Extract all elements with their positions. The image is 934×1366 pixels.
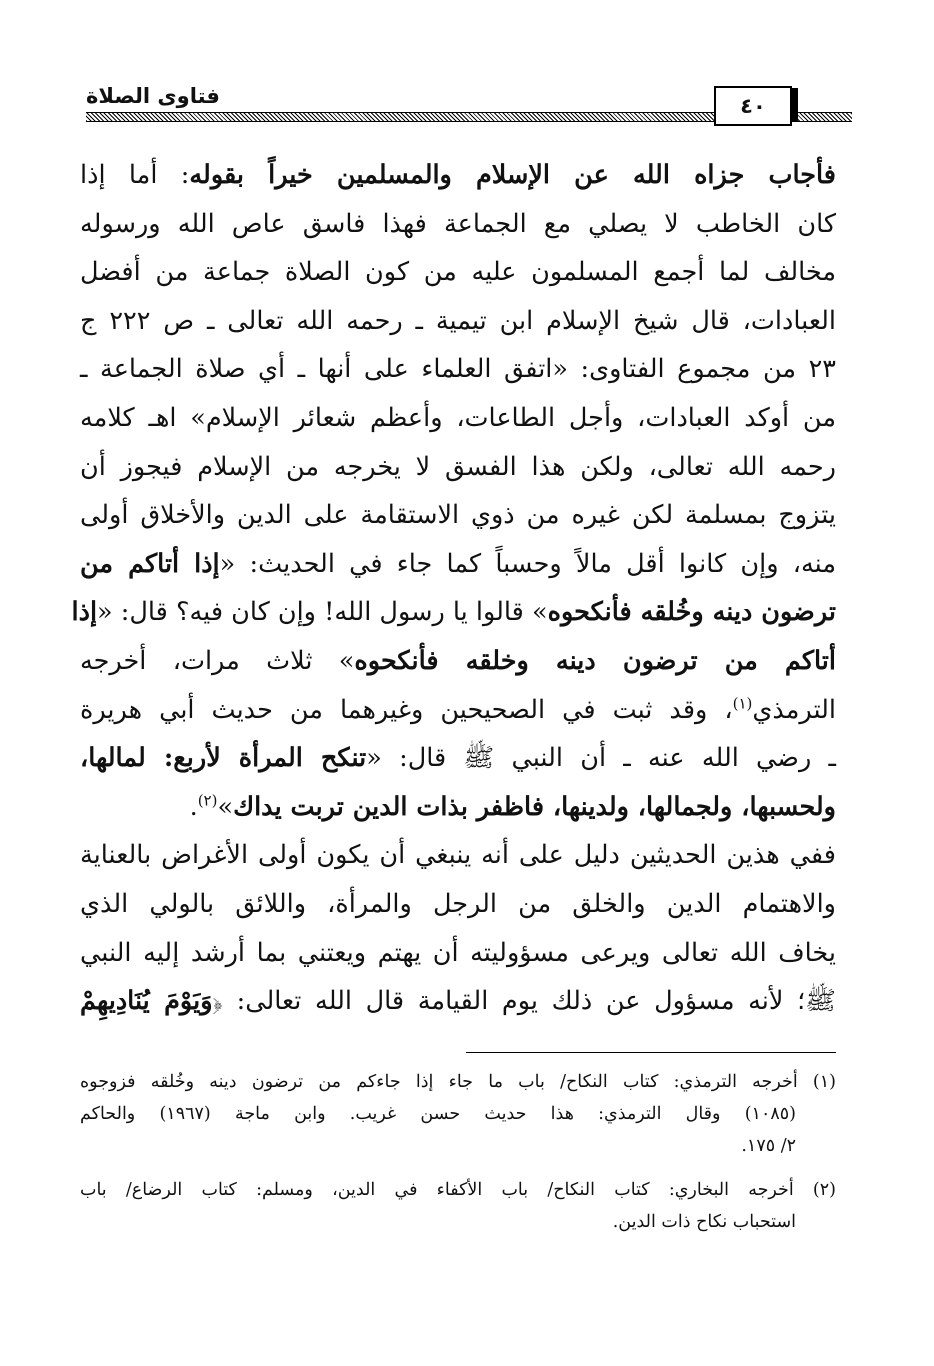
hadith-text: إذا (71, 597, 98, 628)
text: والاهتمام الدين والخلق من الرجل والمرأة، واللائق بالولي الذي (80, 888, 836, 919)
text: ـ رضي الله عنه ـ أن النبي ﷺ قال: « (366, 743, 836, 774)
text-line-16 (80, 880, 836, 929)
text: من أوكد العبادات، وأجل الطاعات، وأعظم شعائر الإسلام» اهـ كلامه (80, 402, 836, 433)
hadith-text: ترضون دينه وخُلقه فأنكحوه (547, 597, 836, 628)
text-line-13 (80, 734, 836, 783)
hadith-text: ولحسبها، ولجمالها، ولدينها، فاظفر بذات الدين تربت يداك (233, 791, 836, 822)
emphasis: فأجاب جزاه الله عن الإسلام والمسلمين خيراً بقوله (189, 160, 836, 190)
footnote-1 (80, 1066, 836, 1162)
text: منه، وإن كانوا أقل مالاً وحسباً كما جاء في الحديث: « (219, 548, 836, 579)
hadith-text: إذا أتاكم من (80, 548, 220, 579)
main-text (71, 151, 836, 1026)
text: كان الخاطب لا يصلي مع الجماعة فهذا فاسق عاص الله ورسوله (80, 208, 836, 239)
text: ففي هذين الحديثين دليل على أنه ينبغي أن يكون أولى الأغراض بالعناية (80, 840, 836, 871)
text-line-11 (80, 637, 836, 686)
footnote-separator (466, 1052, 836, 1053)
text: ٢٣ من مجموع الفتاوى: «اتفق العلماء على أنها ـ أي صلاة الجماعة ـ (80, 354, 836, 385)
text-line-7 (80, 443, 836, 492)
text: يتزوج بمسلمة لكن غيره من ذوي الاستقامة على الدين والأخلاق أولى (80, 500, 836, 531)
footnote-ref-1[interactable]: (١) (732, 694, 753, 713)
text: . (189, 791, 198, 822)
text-line-14 (80, 783, 836, 832)
text-line-3 (80, 248, 836, 297)
text-line-5 (80, 345, 836, 394)
hadith-text: أتاكم من ترضون دينه وخلقه فأنكحوه (354, 645, 836, 676)
text-line-6 (80, 394, 836, 443)
text: : أما إذا (80, 160, 190, 190)
text: ﷺ؛ لأنه مسؤول عن ذلك يوم القيامة قال الله تعالى: ﴿ (212, 986, 836, 1017)
footnote-2 (80, 1174, 836, 1238)
footnote-gap (80, 1162, 836, 1174)
text-line-17 (80, 929, 836, 978)
text: ، وقد ثبت في الصحيحين وغيرهما من حديث أبي هريرة (80, 694, 733, 725)
text: رحمه الله تعالى، ولكن هذا الفسق لا يخرجه من الإسلام فيجوز أن (80, 451, 836, 482)
footnote-line: (١) أخرجه الترمذي: كتاب النكاح/ باب ما جاء إذا جاءكم من ترضون دينه وخُلقه فزوجوه (80, 1072, 836, 1092)
footnote-ref-2[interactable]: (٢) (197, 791, 218, 810)
text: العبادات، قال شيخ الإسلام ابن تيمية ـ رحمه الله تعالى ـ ص ٢٢٢ ج (80, 305, 836, 336)
text-line-10 (71, 588, 836, 637)
quran-text: وَيَوْمَ يُنَادِيهِمْ (80, 986, 213, 1017)
text-line-12 (80, 686, 836, 735)
page-number: ٤٠ (714, 86, 792, 126)
page-header (86, 82, 852, 122)
text-line-18 (80, 977, 836, 1026)
hadith-text: تنكح المرأة لأربع: لمالها، (80, 743, 367, 774)
text: الترمذي (752, 694, 836, 725)
footnotes (80, 1066, 836, 1238)
text: » ثلاث مرات، أخرجه (80, 645, 355, 676)
text: مخالف لما أجمع المسلمون عليه من كون الصلاة جماعة من أفضل (80, 257, 836, 288)
footnote-line: (١٠٨٥) وقال الترمذي: هذا حديث حسن غريب. وابن ماجة (١٩٦٧) والحاكم (80, 1104, 796, 1124)
text-line-1 (80, 151, 836, 200)
text-line-4 (80, 297, 836, 346)
book-title: فتاوى الصلاة (86, 84, 220, 108)
text-line-2 (80, 200, 836, 249)
text-line-9 (80, 540, 836, 589)
text: » (217, 791, 234, 822)
text: يخاف الله تعالى ويرعى مسؤوليته أن يهتم ويعتني بما أرشد إليه النبي (80, 937, 836, 968)
footnote-line: استحباب نكاح ذات الدين. (612, 1212, 796, 1232)
footnote-line: ٢/ ١٧٥. (741, 1136, 796, 1156)
text: » قالوا يا رسول الله! وإن كان فيه؟ قال: « (97, 597, 548, 628)
footnote-line: (٢) أخرجه البخاري: كتاب النكاح/ باب الأكفاء في الدين، ومسلم: كتاب الرضاع/ باب (80, 1180, 836, 1200)
text-line-8 (80, 491, 836, 540)
text-line-15 (80, 831, 836, 880)
